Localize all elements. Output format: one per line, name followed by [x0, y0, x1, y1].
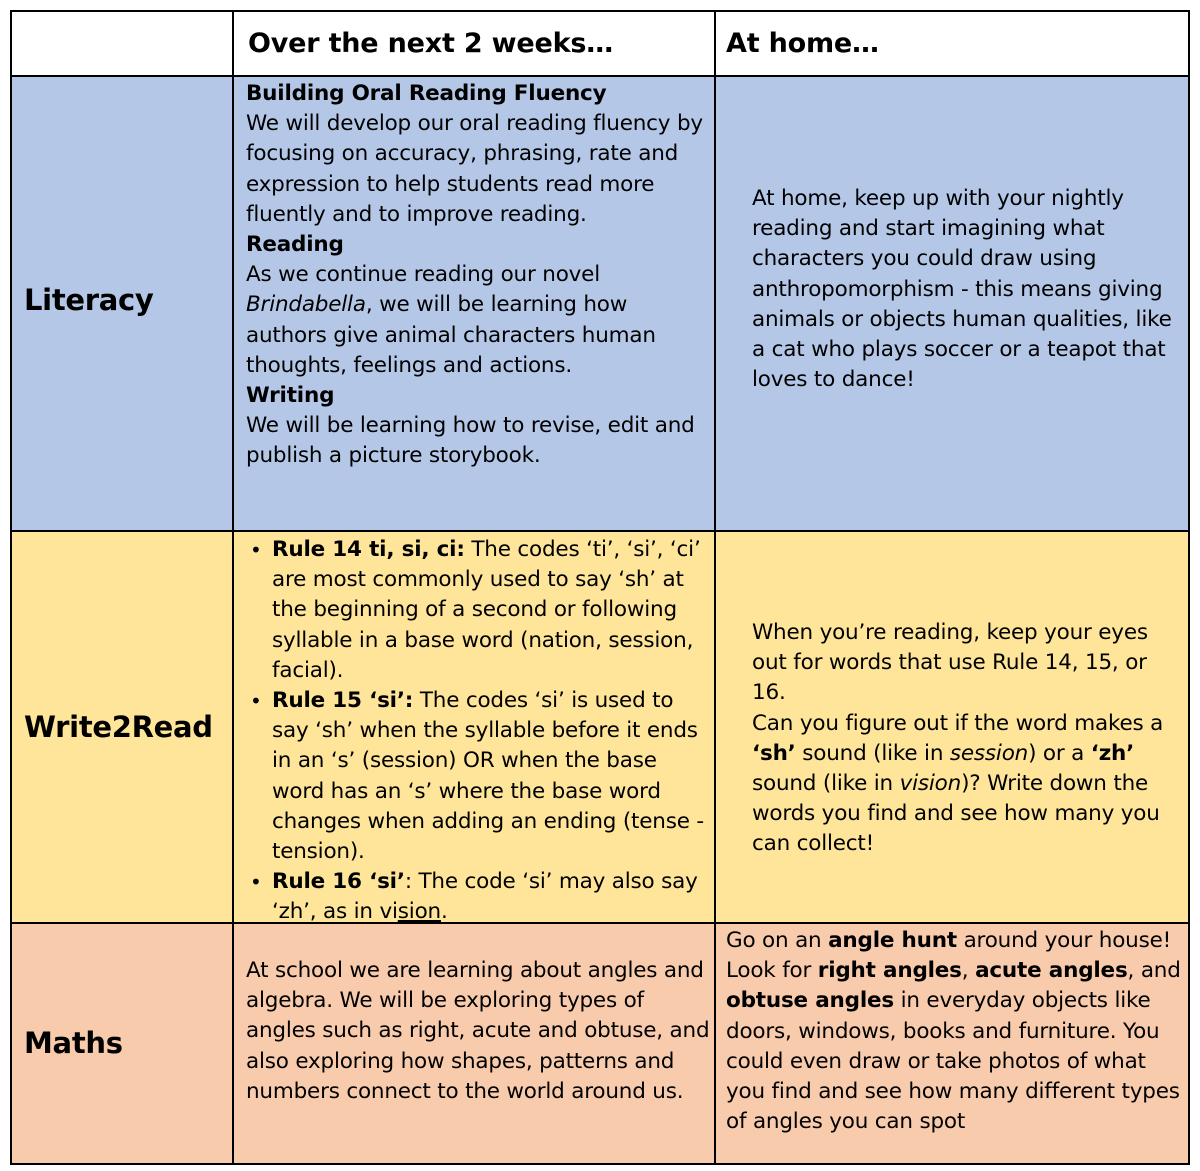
maths-home-text	[726, 926, 1184, 1137]
rule-15-item	[272, 686, 710, 867]
rule-16-end: .	[440, 899, 448, 924]
write2read-rules	[248, 535, 710, 924]
mh-right-angles: right angles	[817, 958, 962, 984]
write2read-home-p1: When you’re reading, keep your eyes out for words that use Rule 14, 15, or 16.	[752, 620, 1148, 706]
w2r-p2a: Can you figure out if the word makes a	[752, 710, 1164, 736]
rule-14-text: The codes ‘ti’, ‘si’, ‘ci’ are most commonly used to say ‘sh’ at the beginning of a second or following syllable in a base word (nation, session, facial).	[272, 537, 701, 683]
w2r-p2d: sound (like in	[752, 771, 900, 797]
maths-school-cell	[232, 922, 716, 1165]
mh-g: , and	[1127, 958, 1181, 984]
mh-e: ,	[961, 958, 976, 984]
literacy-reading-text-c: , we will be learning how authors give animal characters human thoughts, feelings and actions.	[246, 292, 656, 378]
mh-acute-angles: acute angles	[975, 958, 1128, 984]
write2read-home-text	[752, 618, 1174, 860]
literacy-subject-cell	[10, 75, 234, 532]
literacy-heading-writing: Writing	[246, 383, 335, 409]
write2read-school-cell	[232, 530, 716, 924]
w2r-vision: vision	[899, 771, 962, 797]
maths-subject-cell	[10, 922, 234, 1165]
write2read-home-cell	[714, 530, 1190, 924]
literacy-school-text	[246, 79, 708, 472]
rule-15-label: Rule 15 ‘si’:	[272, 688, 414, 714]
w2r-sh: ‘sh’	[752, 740, 796, 766]
literacy-subject: Literacy	[24, 283, 154, 317]
header-next-2-weeks-cell	[232, 10, 716, 77]
mh-a: Go on an	[726, 928, 829, 953]
mh-obtuse-angles: obtuse angles	[726, 988, 894, 1014]
w2r-zh: ‘zh’	[1090, 740, 1135, 766]
write2read-subject-cell	[10, 530, 234, 924]
maths-subject: Maths	[24, 1026, 123, 1060]
literacy-home-text: At home, keep up with your nightly reading and start imagining what characters you could draw using anthropomorphism - this means giving animals or objects human qualities, like a cat who plays soccer or a teapot that loves to dance!	[752, 186, 1172, 393]
rule-16-label: Rule 16 ‘si’	[272, 869, 405, 895]
literacy-reading-text	[246, 260, 708, 381]
literacy-home-cell	[714, 75, 1190, 532]
literacy-heading-reading: Reading	[246, 232, 344, 258]
literacy-writing-text: We will be learning how to revise, edit and publish a picture storybook.	[246, 413, 695, 469]
header-at-home: At home…	[726, 28, 879, 59]
curriculum-table	[10, 10, 1190, 1165]
maths-school-text: At school we are learning about angles and algebra. We will be exploring types of angles such as right, acute and obtuse, and also exploring how shapes, patterns and numbers connect to the world around us.	[246, 958, 710, 1104]
literacy-heading-fluency: Building Oral Reading Fluency	[246, 81, 607, 106]
w2r-p2c: ) or a	[1028, 740, 1091, 766]
w2r-session: session	[949, 740, 1029, 766]
write2read-subject: Write2Read	[24, 710, 213, 744]
write2read-home-p2	[752, 709, 1174, 860]
mh-angle-hunt: angle hunt	[828, 928, 957, 953]
rule-16-tail: sion	[397, 899, 441, 924]
literacy-reading-text-a: As we continue reading our novel	[246, 262, 600, 288]
rule-14-label: Rule 14 ti, si, ci:	[272, 537, 465, 562]
rule-16-text: : The code ‘si’ may also say ‘zh’, as in vi	[272, 869, 698, 924]
w2r-p2e: )? Write down the words you find and see how many you can collect!	[752, 771, 1160, 857]
header-next-2-weeks: Over the next 2 weeks…	[248, 28, 614, 59]
mh-i: in everyday objects like doors, windows, books and furniture. You could even draw or take photos of what you find and see how many different types of angles you can spot	[726, 988, 1180, 1135]
header-empty-cell	[10, 10, 234, 77]
w2r-p2b: sound (like in	[795, 740, 950, 766]
maths-home-cell	[714, 922, 1190, 1165]
literacy-school-cell	[232, 75, 716, 532]
rule-14-item	[272, 535, 710, 686]
novel-title: Brindabella	[246, 292, 366, 318]
rule-15-text: The codes ‘si’ is used to say ‘sh’ when the syllable before it ends in an ‘s’ (session) OR when the base word has an ‘s’ where the base word changes when adding an ending (tense - tension).	[272, 688, 704, 865]
literacy-fluency-text: We will develop our oral reading fluency by focusing on accuracy, phrasing, rate and expression to help students read more fluently and to improve reading.	[246, 111, 703, 227]
rule-16-item	[272, 867, 710, 924]
header-at-home-cell	[714, 10, 1190, 77]
mh-c: around your house! Look for	[726, 928, 1172, 984]
